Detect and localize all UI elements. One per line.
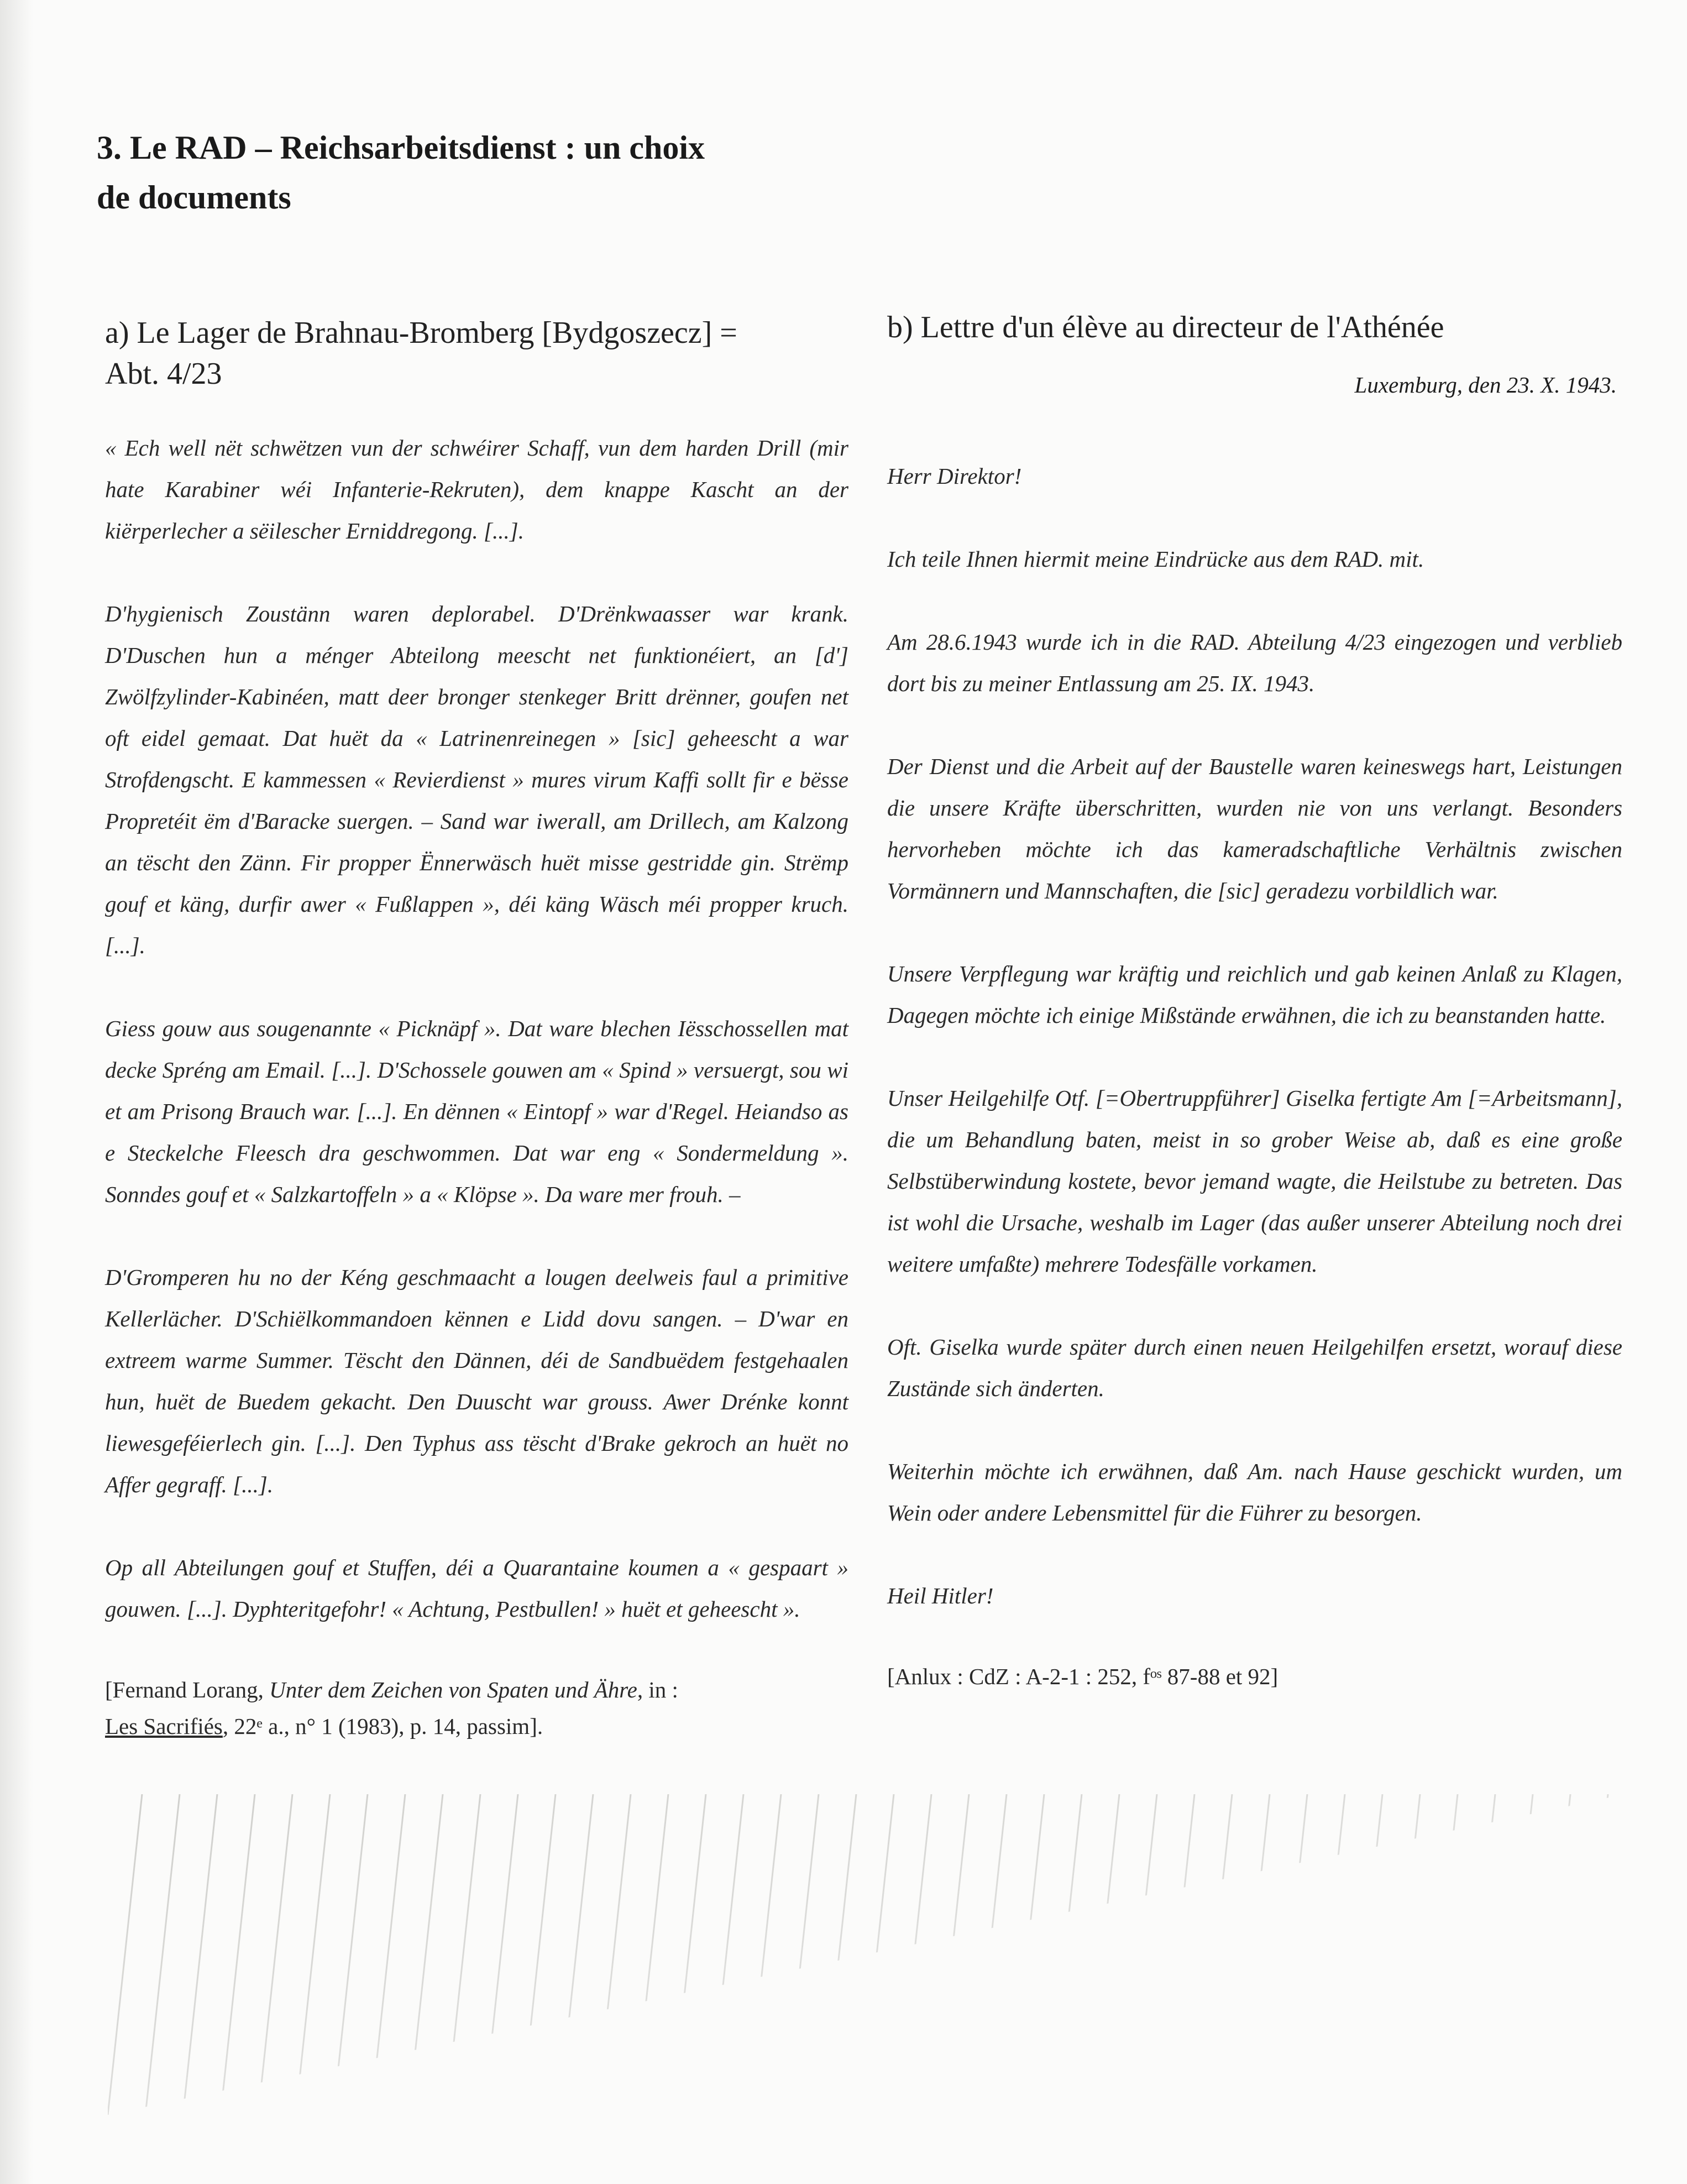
letter-closing: Heil Hitler!: [887, 1583, 994, 1608]
letter-paragraph-2: Am 28.6.1943 wurde ich in die RAD. Abteilung 4/23 eingezogen und verblieb dort bis zu meiner Entlassung am 25. IX. 1943.: [887, 629, 1622, 696]
section-a-title-line-1: a) Le Lager de Brahnau-Bromberg [Bydgoszecz] =: [105, 316, 737, 350]
source-title: Unter dem Zeichen von Spaten und Ähre: [269, 1677, 637, 1702]
letter-salutation: Herr Direktor!: [887, 463, 1022, 489]
letter-paragraph-1: Ich teile Ihnen hiermit meine Eindrücke aus dem RAD. mit.: [887, 546, 1424, 572]
letter-date: Luxemburg, den 23. X. 1943.: [1354, 372, 1617, 398]
section-a-paragraph-5: Op all Abteilungen gouf et Stuffen, déi a Quarantaine koumen a « gespaart » gouwen. [...]. Dyphteritgefohr! « Achtung, Pestbullen! » huët et geheescht ».: [105, 1555, 848, 1622]
section-a-paragraph-2: D'hygienisch Zoustänn waren deplorabel. D'Drënkwaasser war krank. D'Duschen hun a ménger Abteilong meescht net funktionéiert, an [d'] Zwölfzylinder-Kabinéen, matt deer bronger stenkeger Britt drënner, goufen net oft eidel gemaat. Dat huët da « Latrinenreinegen » [sic] geheescht a war Strofdengscht. E kammessen « Revierdienst » mures virum Kaffi sollt fir e bësse Propretéit ëm d'Baracke suergen. – Sand war iwerall, am Drillech, am Kalzong an tëscht den Zänn. Fir propper Ënnerwäsch huët misse gestridde gin. Strëmp gouf et käng, durfir awer « Fußlappen », déi käng Wäsch méi propper kruch. [...].: [105, 601, 848, 958]
section-a-paragraph-3: Giess gouw aus sougenannte « Picknäpf ». Dat ware blechen Iësschossellen mat decke Spréng am Email. [...]. D'Schossele gouwen am « Spind » versuergt, sou wi et am Prisong Brauch war. [...]. En dënnen « Eintopf » war d'Regel. Heiandso as e Steckelche Fleesch dra geschwommen. Dat war eng « Sondermeldung ». Sonndes gouf et « Salzkartoffeln » a « Klöpse ». Da ware mer frouh. –: [105, 1016, 848, 1207]
section-a-title-line-2: Abt. 4/23: [105, 357, 222, 391]
section-a-paragraph-4: D'Gromperen hu no der Kéng geschmaacht a lougen deelweis faul a primitive Kellerlächer. D'Schiëlkommandoen kënnen e Lidd dovu sangen. – D'war en extreem warme Summer. Tëscht den Dännen, déi de Sandbuëdem festgehaalen hun, huët de Buedem gekacht. Den Duuscht war grouss. Awer Drénke konnt liewesgeféierlech gin. [...]. Den Typhus ass tëscht d'Brake gekroch an huët no Affer gegraff. [...].: [105, 1265, 848, 1497]
section-b-title: b) Lettre d'un élève au directeur de l'Athénée: [887, 310, 1444, 344]
heading-line-2: de documents: [97, 179, 291, 216]
source-suffix: , 22ᵉ a., n° 1 (1983), p. 14, passim].: [222, 1713, 543, 1739]
letter-paragraph-7: Weiterhin möchte ich erwähnen, daß Am. nach Hause geschickt wurden, um Wein oder andere Lebensmittel für die Führer zu besorgen.: [887, 1459, 1622, 1525]
letter-paragraph-4: Unsere Verpflegung war kräftig und reichlich und gab keinen Anlaß zu Klagen, Dagegen möchte ich einige Mißstände erwähnen, die ich zu beanstanden hatte.: [887, 961, 1622, 1028]
page-edge-shadow: [0, 0, 33, 2184]
section-b: [887, 307, 1622, 1695]
source-middle: , in :: [637, 1677, 678, 1702]
page-heading: [97, 123, 871, 222]
section-a-title: [105, 312, 848, 394]
section-a-paragraph-1: « Ech well nët schwëtzen vun der schwéirer Schaff, vun dem harden Drill (mir hate Karabiner wéi Infanterie-Rekruten), dem knappe Kascht an der kiërperlecher a sëilescher Erniddregong. [...].: [105, 435, 848, 544]
letter-paragraph-3: Der Dienst und die Arbeit auf der Baustelle waren keineswegs hart, Leistungen die unsere Kräfte überschritten, wurden nie von uns verlangt. Besonders hervorheben möchte ich das kameradschaftliche Verhältnis zwischen Vormännern und Mannschaften, die [sic] geradezu vorbildlich war.: [887, 754, 1622, 903]
section-a-source: [105, 1671, 848, 1744]
source-journal: Les Sacrifiés: [105, 1713, 223, 1739]
section-a: [105, 312, 848, 1744]
letter-paragraph-6: Oft. Giselka wurde später durch einen neuen Heilgehilfen ersetzt, worauf diese Zustände sich änderten.: [887, 1334, 1622, 1401]
source-prefix: [Fernand Lorang,: [105, 1677, 270, 1702]
decorative-hatch-pattern: [108, 1794, 1625, 2115]
section-b-source: [Anlux : CdZ : A-2-1 : 252, fᵒˢ 87-88 et 92]: [887, 1664, 1279, 1689]
heading-line-1: 3. Le RAD – Reichsarbeitsdienst : un choix: [97, 129, 705, 166]
letter-paragraph-5: Unser Heilgehilfe Otf. [=Obertruppführer] Giselka fertigte Am [=Arbeitsmann], die um Behandlung baten, meist in so grober Weise ab, daß es eine große Selbstüberwindung kostete, bevor jemand wagte, die Heilstube zu betreten. Das ist wohl die Ursache, weshalb im Lager (das außer unserer Abteilung noch drei weitere umfaßte) mehrere Todesfälle vorkamen.: [887, 1085, 1622, 1277]
